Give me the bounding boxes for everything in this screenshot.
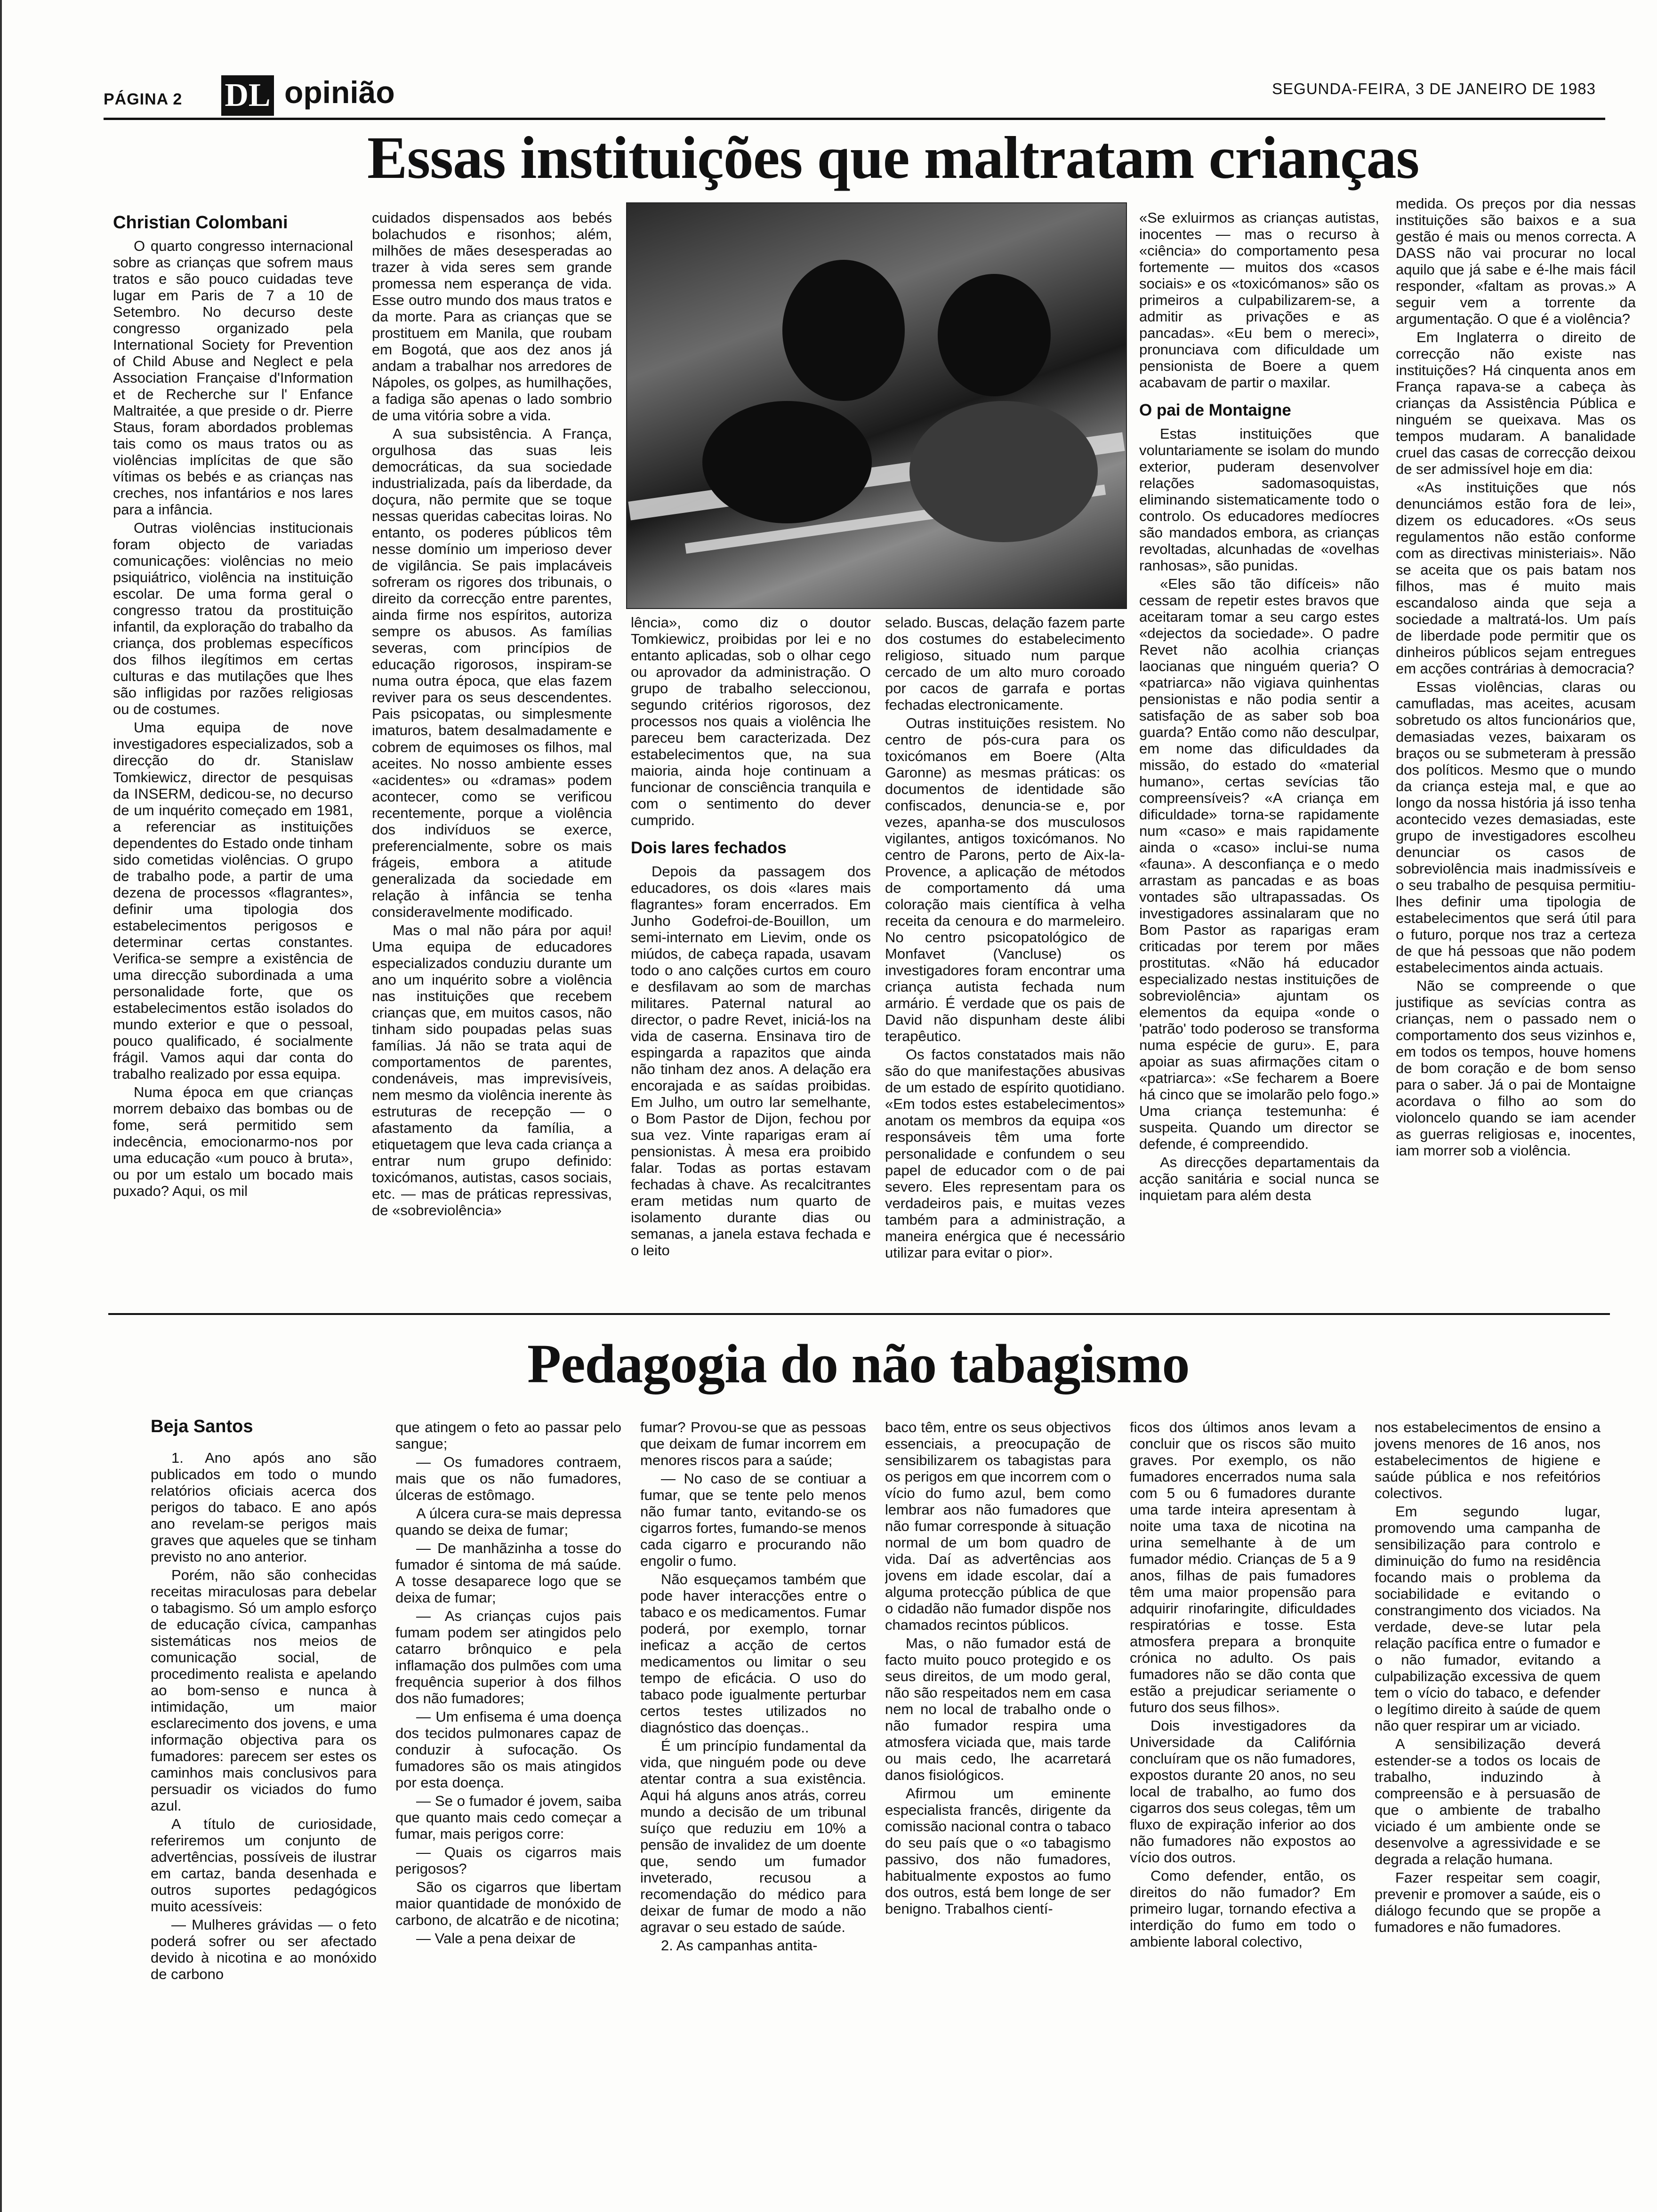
paragraph: — De manhãzinha a tosse do fumador é sintoma de má saúde. A tosse desaparece logo que se deixa de fumar; — [395, 1540, 621, 1606]
issue-date: SEGUNDA-FEIRA, 3 DE JANEIRO DE 1983 — [1272, 80, 1596, 97]
section-name: opinião — [284, 75, 395, 110]
paragraph: Outras violências institucionais foram objecto de variadas comunicações: violências no meio psiquiátrico, violência na instituição escolar. De uma forma geral o congresso tratou da prostituição infantil, da exploração do trabalho da criança, dos problemas específicos dos filhos ilegítimos em certas culturas e das mutilações que lhes são infligidas por razões religiosas ou de costumes. — [113, 520, 353, 718]
paragraph: Dois investigadores da Universidade da Califórnia concluíram que os não fumadores, expostos durante 20 anos, no seu local de trabalho, ao fumo dos cigarros dos seus colegas, têm um fluxo de expiração inferior ao dos não fumadores não expostos ao vício dos outros. — [1130, 1717, 1356, 1866]
paragraph: — Os fumadores contraem, mais que os não fumadores, úlceras de estômago. — [395, 1454, 621, 1504]
paragraph: Estas instituições que voluntariamente se isolam do mundo exterior, puderam desenvolver relações sadomasoquistas, eliminando sistematicamente todo o controlo. Os educadores medíocres são mandados embora, as crianças revoltadas, alcunhadas de «ovelhas ranhosas», são punidas. — [1139, 425, 1379, 574]
paragraph: Não esqueçamos também que pode haver interacções entre o tabaco e os medicamentos. Fumar poderá, por exemplo, tornar ineficaz a acção de certos medicamentos ou limitar o seu tempo de eficácia. O uso do tabaco pode igualmente perturbar certos testes utilizados no diagnóstico das doenças.. — [640, 1571, 866, 1736]
article-column-2 — [372, 209, 612, 1292]
paragraph: As direcções departamentais da acção sanitária e social nunca se inquietam para além desta — [1139, 1154, 1379, 1204]
article-column-2 — [395, 1419, 621, 2184]
masthead — [104, 71, 1605, 120]
article-photo — [626, 202, 1127, 609]
paragraph: Mas o mal não pára por aqui! Uma equipa de educadores especializados conduziu durante um ano um inquérito sobre a violência nas instituições que recebem crianças que, em muitos casos, não tinham sido poupadas pelas suas famílias. Já não se trata aqui de comportamentos de parentes, condenáveis, mas imprevisíveis, nem mesmo da violência inerente às estruturas de recepção — o afastamento da família, a etiquetagem que leva cada criança a entrar num grupo definido: toxicómanos, autistas, casos sociais, etc. — mas de práticas repressivas, de «sobreviolência» — [372, 922, 612, 1218]
article-column-6 — [1396, 195, 1636, 1297]
paragraph: Mas, o não fumador está de facto muito pouco protegido e os seus direitos, de um modo geral, não são respeitados nem em casa nem no local de trabalho onde o não fumador respira uma atmosfera viciada que, mais tarde ou mais cedo, lhe acarretará danos fisiológicos. — [885, 1635, 1111, 1784]
paragraph: 2. As campanhas antita- — [661, 1937, 818, 1954]
paragraph: A úlcera cura-se mais depressa quando se deixa de fumar; — [395, 1505, 621, 1539]
article-column-4 — [885, 1419, 1111, 2184]
article-column-5 — [1130, 1419, 1356, 2184]
paragraph: Não se compreende o que justifique as sevícias contra as crianças, nem o passado nem o comportamento dos seus vizinhos e, em todos os tempos, houve homens de bom coração e de bom senso para o saber. Já o pai de Montaigne acordava o filho ao som do violoncelo quando se iam acender as guerras religiosas e, inocentes, iam morrer sob a violência. — [1396, 977, 1636, 1159]
subheading: Dois lares fechados — [631, 839, 787, 858]
paragraph: Fazer respeitar sem coagir, prevenir e promover a saúde, eis o diálogo fecundo que se propõe a fumadores e não fumadores. — [1375, 1869, 1601, 1936]
subheading: O pai de Montaigne — [1139, 401, 1291, 420]
paragraph: Em segundo lugar, promovendo uma campanha de sensibilização para controlo e diminuição do fumo na residência focando mais o problema da sociabilidade e evitando o constrangimento dos viciados. Na verdade, deve-se lutar pela relação pacífica entre o fumador e o não fumador, evitando a culpabilização excessiva de quem tem o vício do tabaco, e defender o legítimo direito à saúde de quem não quer respirar um ar viciado. — [1375, 1503, 1601, 1734]
article-title: Essas instituições que maltratam crianças — [367, 124, 1419, 191]
paragraph: Numa época em que crianças morrem debaixo das bombas ou de fome, será permitido sem indecência, emocionarmo-nos por uma educação «um pouco à bruta», ou por um estalo um bocado mais puxado? Aqui, os mil — [113, 1083, 353, 1199]
paragraph: cuidados dispensados aos bebés bolachudos e risonhos; além, milhões de mães desesperadas ao trazer à vida seres sem grande promessa nem esperança de vida. Esse outro mundo dos maus tratos e da morte. Para as crianças que se prostituem em Manila, que roubam em Bogotá, que aos dez anos já andam a trabalhar nos arredores de Nápoles, os golpes, as humilhações, a fadiga são apenas o lado sombrio de uma vitória sobre a vida. — [372, 209, 612, 424]
paragraph: «Eles são tão difíceis» não cessam de repetir estes bravos que aceitaram tomar a seu cargo estes «dejectos da sociedade». O padre Revet não acolhia crianças laocianas que ninguém queria? O «patriarca» não vigiava quinhentas pensionistas e não podia sentir a satisfação de as saber sob boa guarda? Então como não desculpar, em nome das dificuldades da missão, do estado do «material humano», certas sevícias tão compreensíveis? «A criança em dificuldade» torna-se rapidamente num «caso» e mais rapidamente ainda o «caso» inclui-se numa «fauna». A desconfiança e o medo arrastam as pancadas e as boas vontades são ultrapassadas. Os investigadores assinalaram que no Bom Pastor as raparigas eram criticadas por terem por mães prostitutas. «Não há educador especializado nestas instituições de sobreviolência» ajuntam os elementos da equipa «onde o 'patrão' todo poderoso se transforma numa espécie de guru». E, para apoiar as suas afirmações citam o «patriarca»: «Se fecharem a Boere há cinco que se imolarão pelo fogo.» Uma criança testemunha: é suspeita. Quando um director se defende, é compreendido. — [1139, 575, 1379, 1153]
paragraph: medida. Os preços por dia nessas instituições são baixos e a sua gestão é mais ou menos correcta. A DASS não vai procurar no local aquilo que já sabe e é-lhe mais fácil responder, «faltam as provas.» A seguir vem a torrente da argumentação. O que é a violência? — [1396, 195, 1636, 328]
paragraph: — Se o fumador é jovem, saiba que quanto mais cedo começar a fumar, mais perigos corre: — [395, 1793, 621, 1843]
article-divider — [108, 1313, 1610, 1315]
paragraph: Essas violências, claras ou camufladas, mas aceites, acusam sobretudo os altos funcionários que, demasiadas vezes, baixaram os braços ou se submeteram à pressão dos políticos. Mesmo que o mundo da criança esteja mal, e que ao longo da nossa história já isso tenha acontecido vezes demasiadas, este grupo de investigadores escolheu denunciar os casos de sobreviolência mais inadmissíveis e o seu trabalho de pesquisa permitiu-lhes definir uma tipologia de estabelecimentos que será útil para o futuro, porque nos traz a certeza de que há pessoas que não podem estabelecimentos ainda actuais. — [1396, 679, 1636, 976]
article-column-1 — [151, 1450, 377, 2184]
paragraph: É um princípio fundamental da vida, que ninguém pode ou deve atentar contra a sua existência. Aqui há alguns anos atrás, correu mundo a decisão de um tribunal suíço que reduziu em 10% a pensão de invalidez de um doente que, sendo um fumador inveterado, recusou a recomendação do médico para deixar de fumar de modo a não agravar o seu estado de saúde. — [640, 1738, 866, 1936]
paragraph: Em Inglaterra o direito de correcção não existe nas instituições? Há cinquenta anos em França rapava-se a cabeça às crianças da Assistência Pública e ninguém se queixava. Mas os tempos mudaram. A banalidade cruel das casas de correcção deixou de ser admissível hoje em dia: — [1396, 329, 1636, 478]
paragraph: Os factos constatados mais não são do que manifestações abusivas de um estado de espírito quotidiano. «Em todos estes estabelecimentos» anotam os membros da equipa «os responsáveis têm uma forte personalidade e confundem o seu papel de educador com o de pai severo. Eles representam para os verdadeiros pais, e muitas vezes também para a administração, a maneira enérgica que é necessário utilizar para evitar o pior». — [885, 1046, 1125, 1261]
paragraph: — Um enfisema é uma doença dos tecidos pulmonares capaz de conduzir à sufocação. Os fumadores são os mais atingidos por esta doença. — [395, 1708, 621, 1791]
article-column-3 — [640, 1419, 866, 2184]
paragraph: selado. Buscas, delação fazem parte dos costumes do estabelecimento religioso, situado num parque cercado de um alto muro coroado por cacos de garrafa e portas fechadas electronicamente. — [885, 614, 1125, 713]
article-column-3 — [631, 614, 871, 1297]
paragraph: — No caso de se contiuar a fumar, que se tente pelo menos não fumar tanto, evitando-se os cigarros fortes, fumando-se menos cada cigarro e procurando não engolir o fumo. — [640, 1470, 866, 1570]
paragraph: — Mulheres grávidas — o feto poderá sofrer ou ser afectado devido à nicotina e ao monóxido de carbono — [151, 1916, 377, 1983]
paragraph: ficos dos últimos anos levam a concluir que os riscos são muito graves. Por exemplo, os não fumadores encerrados numa sala com 5 ou 6 fumadores durante uma tarde inteira apresentam à noite uma taxa de nicotina na urina semelhante à de um fumador médio. Crianças de 5 a 9 anos, filhas de pais fumadores têm uma maior propensão para adquirir rinofaringite, dificuldades respiratórias e tosse. Esta atmosfera prepara a bronquite crónica no adulto. Os pais fumadores não se dão conta que estão a prejudicar seriamente o futuro dos seus filhos». — [1130, 1419, 1356, 1716]
article-column-6 — [1375, 1419, 1601, 2184]
paragraph: 1. Ano após ano são publicados em todo o mundo relatórios oficiais acerca dos perigos do tabaco. E ano após ano revelam-se perigos mais graves que aqueles que se tinham previsto no ano anterior. — [151, 1450, 377, 1565]
paragraph: A sensibilização deverá estender-se a todos os locais de trabalho, induzindo à compreensão e à persuasão de que o ambiente de trabalho viciado é um ambiente onde se desenvolve a agressividade e se degrada a relação humana. — [1375, 1736, 1601, 1868]
paragraph: Afirmou um eminente especialista francês, dirigente da comissão nacional contra o tabaco do seu país que o «o tabagismo passivo, dos não fumadores, habitualmente expostos ao fumo dos outros, está bem longe de ser benigno. Trabalhos cientí- — [885, 1785, 1111, 1917]
paragraph: que atingem o feto ao passar pelo sangue; — [395, 1419, 621, 1452]
article-title: Pedagogia do não tabagismo — [527, 1333, 1190, 1395]
paragraph: — Quais os cigarros mais perigosos? — [395, 1844, 621, 1877]
article-column-5 — [1139, 209, 1379, 1297]
paragraph: Como defender, então, os direitos do não fumador? Em primeiro lugar, tornando efectiva a interdição do fumo em todo o ambiente laboral colectivo, — [1130, 1867, 1356, 1950]
paragraph: A sua subsistência. A França, orgulhosa das suas leis democráticas, da sua sociedade industrializada, país da liberdade, da doçura, não permite que se toque nessas queridas cabecitas loiras. No entanto, os poderes públicos têm nesse domínio um imperioso dever de vigilância. Se pais implacáveis sofreram os rigores dos tribunais, o direito da correcção entre parentes, ainda firme nos espíritos, autoriza sempre os abusos. As famílias severas, com princípios de educação rigorosos, inspiram-se numa outra época, que elas fazem reviver para os seus descendentes. Pais psicopatas, ou simplesmente imaturos, batem desalmadamente e cobrem de equimoses os filhos, mal aceites. No nosso ambiente esses «acidentes» ou «dramas» podem acontecer, como se verificou recentemente, porque a violência dos indivíduos se exerce, preferencialmente, sobre os mais frágeis, embora a atitude generalizada da sociedade em relação à infância se tenha consideravelmente modificado. — [372, 425, 612, 920]
page-number: PÁGINA 2 — [104, 90, 183, 108]
paragraph: Depois da passagem dos educadores, os dois «lares mais flagrantes» foram encerrados. Em Junho Godefroi-de-Bouillon, um semi-internato em Lievim, onde os miúdos, de cabeça rapada, usavam todo o ano calções curtos em couro e desfilavam ao som de marchas militares. Paternal natural ao director, o padre Revet, iniciá-los na vida de caserna. Ensinava tiro de espingarda a rapazitos que ainda não tinham dez anos. A delação era encorajada e as saídas proibidas. Em Julho, um outro lar semelhante, o Bom Pastor de Dijon, fechou por sua vez. Vinte raparigas eram aí pensionistas. À mesa era proibido falar. Todas as portas estavam fechadas à chave. As recalcitrantes eram metidas num quarto de isolamento durante dias ou semanas, a janela estava fechada e o leito — [631, 863, 871, 1259]
paragraph: — Vale a pena deixar de — [416, 1930, 576, 1947]
paragraph: Uma equipa de nove investigadores especializados, sob a direcção do dr. Stanislaw Tomkiewicz, director de pesquisas da INSERM, dedicou-se, no decurso de um inquérito começado em 1981, a referenciar as instituições dependentes do Estado onde tinham sido cometidas violências. O grupo de trabalho pode, a partir de uma dezena de processos «flagrantes», definir uma tipologia dos estabelecimentos perigosos e determinar certas constantes. Verifica-se sempre a existência de uma direcção subordinada a uma personalidade forte, que os estabelecimentos estão isolados do mundo exterior e que o pessoal, pouco qualificado, é socialmente frágil. Vamos aqui dar conta do trabalho realizado por essa equipa. — [113, 719, 353, 1082]
paragraph: Outras instituições resistem. No centro de pós-cura para os toxicómanos em Boere (Alta Garonne) as mesmas práticas: os documentos de identidade são confiscados, denuncia-se e, por vezes, apanha-se dos musculosos vigilantes, antigos toxicómanos. No centro de Parons, perto de Aix-la-Provence, a aplicação de métodos de comportamento dá uma coloração mais científica à velha receita da cenoura e do marmeleiro. No centro psicopatológico de Monfavet (Vancluse) os investigadores foram encontrar uma criança autista fechada num armário. É verdade que os pais de David não dispunham deste álibi terapêutico. — [885, 715, 1125, 1045]
article-author: Beja Santos — [151, 1417, 253, 1436]
paragraph: nos estabelecimentos de ensino a jovens menores de 16 anos, nos estabelecimentos de higiene e saúde pública e nos refeitórios colectivos. — [1375, 1419, 1601, 1502]
paragraph: Porém, não são conhecidas receitas miraculosas para debelar o tabagismo. Só um amplo esforço de educação cívica, campanhas sistemáticas nos meios de comunicação social, de procedimento realista e apelando ao bom-senso e nunca à intimidação, um maior esclarecimento dos jovens, e uma informação objectiva para os fumadores: parecem ser estes os caminhos mais conclusivos para persuadir os viciados do fumo azul. — [151, 1567, 377, 1814]
paragraph: lência», como diz o doutor Tomkiewicz, proibidas por lei e no entanto aplicadas, sob o olhar cego ou aprovador da administração. O grupo de trabalho seleccionou, segundo critérios rigorosos, dez processos nos quais a violência lhe pareceu bem caracterizada. Dez estabelecimentos que, na sua maioria, ainda hoje continuam a funcionar de consciência tranquila e com o sentimento do dever cumprido. — [631, 614, 871, 829]
paragraph: O quarto congresso internacional sobre as crianças que sofrem maus tratos e são pouco cuidadas teve lugar em Paris de 7 a 10 de Setembro. No decurso deste congresso organizado pela International Society for Prevention of Child Abuse and Neglect e pela Association Française d'Information et de Recherche sur l' Enfance Maltraitée, a que preside o dr. Pierre Staus, foram abordados problemas tais como os maus tratos ou as violências implícitas de que são vítimas os bebés e as crianças nas creches, nos infantários e nos lares para a infância. — [113, 238, 353, 518]
scan-edge — [0, 0, 2, 2212]
article-column-1 — [113, 238, 353, 1297]
article-column-4 — [885, 614, 1125, 1297]
newspaper-logo: DL — [221, 75, 274, 116]
paragraph: — As crianças cujos pais fumam podem ser atingidos pelo catarro brônquico e pela inflamação dos pulmões com uma frequência superior à dos filhos dos não fumadores; — [395, 1608, 621, 1707]
paragraph: A título de curiosidade, referiremos um conjunto de advertências, possíveis de ilustrar em cartaz, banda desenhada e outros suportes pedagógicos muito acessíveis: — [151, 1816, 377, 1915]
paragraph: «Se exluirmos as crianças autistas, inocentes — mas o recurso à «ciência» do comportamento pesa fortemente — muitos dos «casos sociais» e os «toxicómanos» são os primeiros a culpabilizarem-se, a admitir as privações e as pancadas». «Eu bem o mereci», pronunciava com dificuldade um pensionista de Boere a quem acabavam de partir o maxilar. — [1139, 209, 1379, 391]
paragraph: fumar? Provou-se que as pessoas que deixam de fumar incorrem em menores riscos para a saúde; — [640, 1419, 866, 1469]
paragraph: São os cigarros que libertam maior quantidade de monóxido de carbono, de alcatrão e de nicotina; — [395, 1879, 621, 1929]
article-author: Christian Colombani — [113, 213, 288, 232]
paragraph: «As instituições que nós denunciámos estão fora de lei», dizem os educadores. «Os seus regulamentos não estão conforme com as directivas ministeriais». Não se aceita que os pais batam nos filhos, mas é muito mais escandaloso ainda que seja a sociedade a maltratá-los. Um país de liberdade pode permitir que os dinheiros públicos sejam entregues em acções contrárias à democracia? — [1396, 479, 1636, 677]
paragraph: baco têm, entre os seus objectivos essenciais, a preocupação de sensibilizarem os tabagistas para os perigos em que incorrem com o vício do fumo azul, bem como lembrar aos não fumadores que não fumar corresponde à situação normal de um bom quadro de vida. Daí as advertências aos jovens em idade escolar, daí a alguma protecção pública de que o cidadão não fumador dispõe nos chamados recintos públicos. — [885, 1419, 1111, 1634]
